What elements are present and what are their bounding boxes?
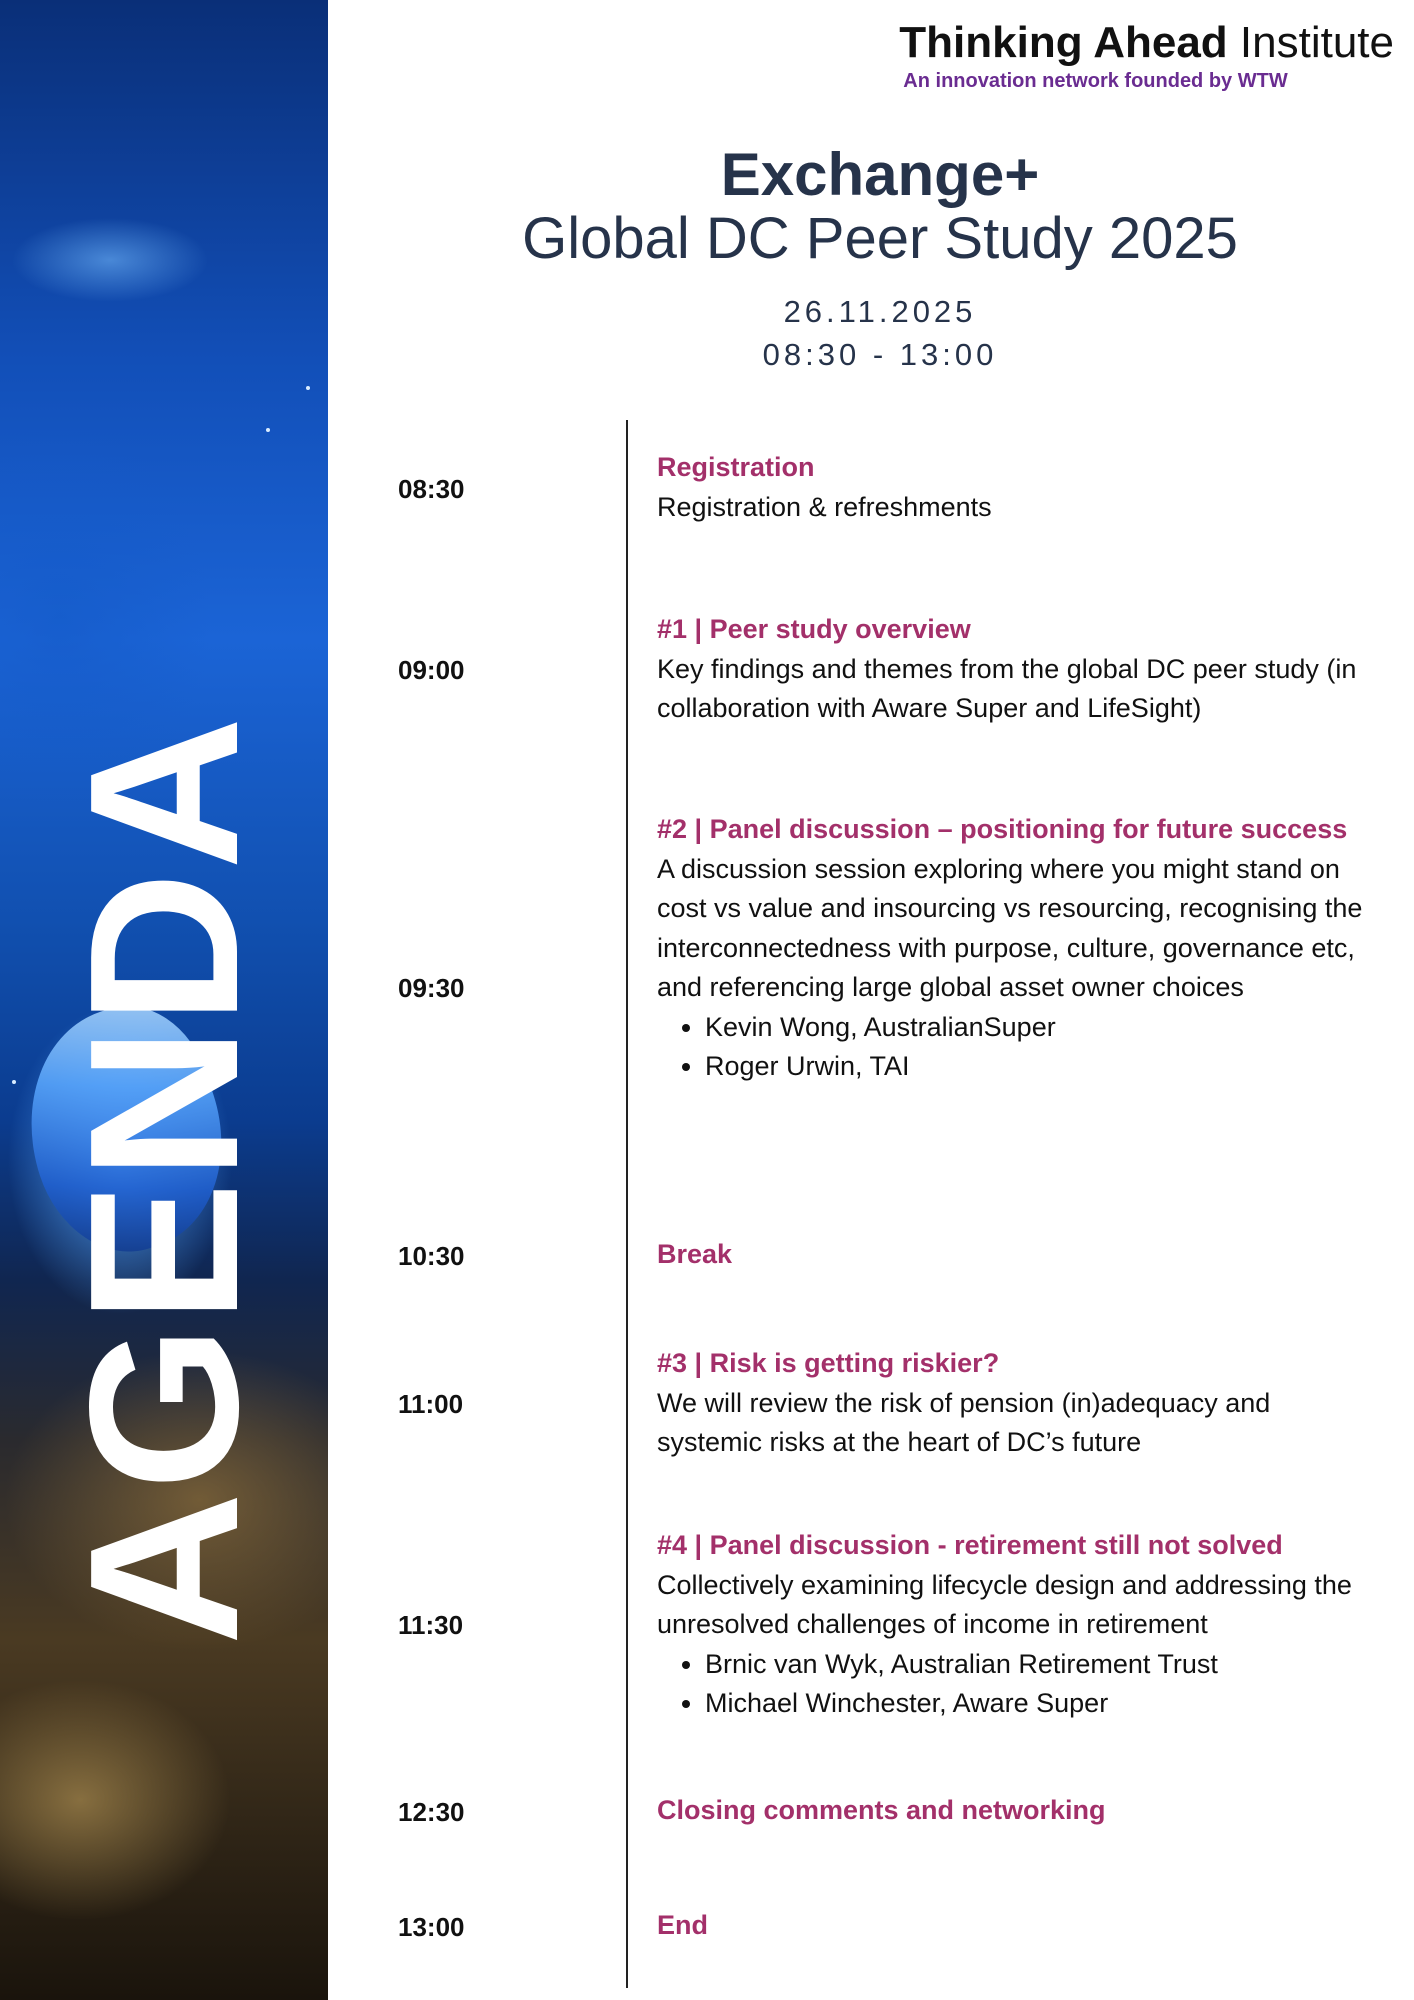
- agenda-item-title: Closing comments and networking: [657, 1795, 1106, 1825]
- event-date-block: [380, 290, 1380, 376]
- agenda-time: 09:30: [398, 973, 465, 1003]
- agenda-item-title: #2 | Panel discussion – positioning for future success: [657, 814, 1348, 844]
- agenda-time: 11:30: [398, 1610, 464, 1640]
- logo-name-bold: Thinking Ahead: [899, 18, 1228, 67]
- agenda-time: 12:30: [398, 1797, 465, 1827]
- agenda-time: 08:30: [398, 474, 465, 504]
- agenda-item-title: Break: [657, 1239, 733, 1269]
- agenda-item-title: #1 | Peer study overview: [657, 614, 971, 644]
- event-title-block: [380, 142, 1380, 376]
- agenda-item-description: A discussion session exploring where you might stand on cost vs value and insourcing vs resourcing, recognising the interconnectedness with purpose, culture, governance etc, and referencing large global asset owner choices: [657, 853, 1363, 1002]
- speaker: • Brnic van Wyk, Australian Retirement Trust: [705, 1645, 1377, 1685]
- event-time-range: 08:30 - 13:00: [762, 337, 998, 372]
- agenda-item-title: #3 | Risk is getting riskier?: [657, 1348, 1000, 1378]
- logo-name-regular: Institute: [1239, 18, 1394, 67]
- agenda-time: 13:00: [398, 1912, 465, 1942]
- agenda-item-closing: [657, 1791, 1377, 1831]
- logo-tagline: An innovation network founded by WTW: [903, 70, 1288, 92]
- agenda-item-description: Collectively examining lifecycle design and addressing the unresolved challenges of income in retirement: [657, 1569, 1352, 1639]
- agenda-item-break: [657, 1235, 1377, 1275]
- event-title: Exchange+: [720, 141, 1040, 208]
- speaker: • Roger Urwin, TAI: [705, 1047, 1377, 1087]
- speaker-list: [657, 1645, 1377, 1724]
- agenda-time: 11:00: [398, 1389, 464, 1419]
- agenda-time: 10:30: [398, 1241, 465, 1271]
- sparkle: [306, 386, 310, 390]
- agenda-item-registration: [657, 448, 1377, 527]
- agenda-item-description: Registration & refreshments: [657, 491, 992, 522]
- agenda-item-panel-retirement: [657, 1526, 1377, 1724]
- sparkle: [12, 1080, 16, 1084]
- speaker-list: [657, 1008, 1377, 1087]
- agenda-item-peer-study-overview: [657, 610, 1377, 729]
- agenda-item-panel-future-success: [657, 810, 1377, 1087]
- agenda-item-risk: [657, 1344, 1377, 1463]
- agenda-item-description: Key findings and themes from the global DC peer study (in collaboration with Aware Super and LifeSight): [657, 653, 1357, 723]
- thinking-ahead-institute-logo: [899, 18, 1394, 93]
- agenda-time: 09:00: [398, 655, 465, 685]
- agenda-item-end: [657, 1906, 1377, 1946]
- speaker: • Michael Winchester, Aware Super: [705, 1684, 1377, 1724]
- timeline-divider: [626, 420, 628, 1988]
- agenda-item-title: #4 | Panel discussion - retirement still not solved: [657, 1530, 1283, 1560]
- butterfly-image-panel: [0, 0, 328, 2000]
- agenda-item-title: Registration: [657, 452, 815, 482]
- agenda-item-title: End: [657, 1910, 708, 1940]
- agenda-item-description: We will review the risk of pension (in)adequacy and systemic risks at the heart of DC’s future: [657, 1387, 1271, 1457]
- logo-name: [899, 18, 1394, 68]
- event-subtitle: Global DC Peer Study 2025: [522, 206, 1238, 271]
- agenda-vertical-label: AGENDA: [45, 714, 282, 1646]
- sparkle: [266, 428, 270, 432]
- speaker: • Kevin Wong, AustralianSuper: [705, 1008, 1377, 1048]
- event-date: 26.11.2025: [783, 294, 977, 329]
